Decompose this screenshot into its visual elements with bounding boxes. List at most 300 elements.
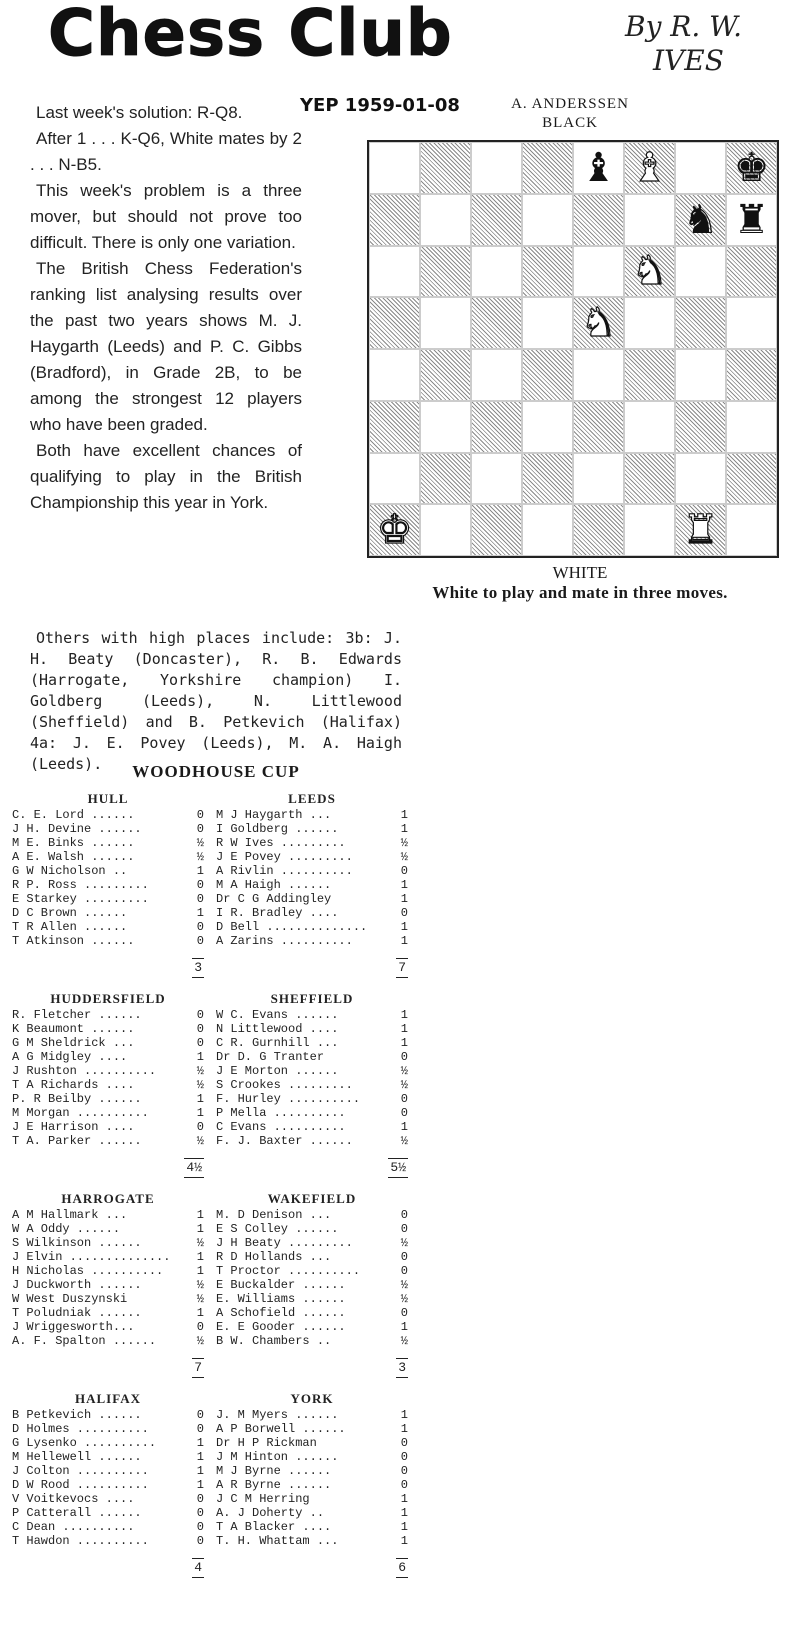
- player-score: 0: [196, 1036, 204, 1050]
- player-score: 0: [196, 1506, 204, 1520]
- home-team: [12, 1392, 204, 1580]
- black-bishop-icon: ♝: [580, 144, 617, 191]
- player-score: 0: [400, 1464, 408, 1478]
- player-score: 0: [400, 1436, 408, 1450]
- square-b4: [420, 349, 471, 401]
- player-row: [12, 920, 204, 934]
- player-name: A E. Walsh ......: [12, 850, 135, 864]
- player-score: ½: [196, 836, 204, 850]
- player-name: J Rushton ..........: [12, 1064, 157, 1078]
- player-name: J H Beaty .........: [216, 1236, 353, 1250]
- team-total-value: 7: [192, 1358, 204, 1378]
- player-row: [12, 1478, 204, 1492]
- player-row: [12, 1050, 204, 1064]
- player-name: Dr D. G Tranter: [216, 1050, 325, 1064]
- square-e3: [573, 401, 624, 453]
- square-c8: [471, 142, 522, 194]
- player-row: [12, 836, 204, 850]
- player-row: [12, 1278, 204, 1292]
- player-score: 0: [196, 1520, 204, 1534]
- player-row: [12, 822, 204, 836]
- player-row: [216, 1408, 408, 1422]
- team-total: [12, 1158, 204, 1180]
- square-f5: [624, 297, 675, 349]
- player-score: 1: [400, 1008, 408, 1022]
- player-score: 1: [196, 1106, 204, 1120]
- player-score: ½: [400, 1078, 408, 1092]
- player-name: E Buckalder ......: [216, 1278, 346, 1292]
- player-score: 0: [196, 1492, 204, 1506]
- square-f2: [624, 453, 675, 505]
- player-score: ½: [196, 1236, 204, 1250]
- square-g4: [675, 349, 726, 401]
- player-name: T A Blacker ....: [216, 1520, 332, 1534]
- player-name: S Wilkinson ......: [12, 1236, 142, 1250]
- player-name: J M Hinton ......: [216, 1450, 339, 1464]
- square-h3: [726, 401, 777, 453]
- article-paragraph: Both have excellent chances of qualifying to play in the British Championship this year in York.: [30, 441, 302, 512]
- square-f8: [624, 142, 675, 194]
- player-name: F. Hurley ..........: [216, 1092, 361, 1106]
- article-paragraph: After 1 . . . K-Q6, White mates by 2 . . . N-B5.: [30, 129, 302, 174]
- player-score: 1: [400, 1520, 408, 1534]
- player-row: [216, 836, 408, 850]
- player-row: [216, 1078, 408, 1092]
- date-stamp: YEP 1959-01-08: [300, 95, 460, 116]
- player-name: J. M Myers ......: [216, 1408, 339, 1422]
- player-name: N Littlewood ....: [216, 1022, 339, 1036]
- square-d8: [522, 142, 573, 194]
- square-h8: [726, 142, 777, 194]
- away-team: [216, 1392, 408, 1580]
- player-name: G M Sheldrick ...: [12, 1036, 135, 1050]
- player-score: 0: [400, 1450, 408, 1464]
- player-row: [216, 822, 408, 836]
- team-name: YORK: [290, 1391, 334, 1406]
- player-score: 0: [196, 1120, 204, 1134]
- player-name: D C Brown ......: [12, 906, 128, 920]
- player-score: 0: [196, 822, 204, 836]
- player-name: F. J. Baxter ......: [216, 1134, 353, 1148]
- player-name: P Mella ..........: [216, 1106, 346, 1120]
- player-score: 0: [400, 1222, 408, 1236]
- player-row: [12, 934, 204, 948]
- square-g3: [675, 401, 726, 453]
- player-name: A R Byrne ......: [216, 1478, 332, 1492]
- player-name: G Lysenko ..........: [12, 1436, 157, 1450]
- page-title: Chess Club: [48, 0, 453, 71]
- player-score: 1: [400, 1036, 408, 1050]
- player-score: 1: [196, 864, 204, 878]
- player-row: [12, 1092, 204, 1106]
- square-h2: [726, 453, 777, 505]
- square-d2: [522, 453, 573, 505]
- team-total: [12, 1358, 204, 1380]
- square-c5: [471, 297, 522, 349]
- player-row: [12, 1222, 204, 1236]
- player-row: [216, 1278, 408, 1292]
- player-score: 1: [400, 1534, 408, 1548]
- player-score: ½: [400, 1334, 408, 1348]
- square-h7: [726, 194, 777, 246]
- team-total: [216, 1558, 408, 1580]
- player-name: J Duckworth ......: [12, 1278, 142, 1292]
- square-a1: [369, 504, 420, 556]
- player-name: M Morgan ..........: [12, 1106, 149, 1120]
- player-row: [216, 1208, 408, 1222]
- player-name: B W. Chambers ..: [216, 1334, 332, 1348]
- player-score: 1: [400, 1408, 408, 1422]
- player-score: 1: [196, 1464, 204, 1478]
- player-row: [12, 1264, 204, 1278]
- player-name: E S Colley ......: [216, 1222, 339, 1236]
- article-column: [30, 100, 302, 516]
- player-row: [12, 1506, 204, 1520]
- chess-board: [367, 140, 779, 558]
- player-name: R W Ives .........: [216, 836, 346, 850]
- square-e4: [573, 349, 624, 401]
- player-name: K Beaumont ......: [12, 1022, 135, 1036]
- square-c3: [471, 401, 522, 453]
- player-name: D Holmes ..........: [12, 1422, 149, 1436]
- player-name: R P. Ross .........: [12, 878, 149, 892]
- article-paragraph: The British Chess Federation's ranking list analysing results over the past two years shows M. J. Haygarth (Leeds) and P. C. Gibbs (Bradford), in Grade 2B, to be among the strongest 12 players who have been graded.: [30, 259, 302, 434]
- player-score: 0: [196, 934, 204, 948]
- square-a5: [369, 297, 420, 349]
- player-score: 1: [196, 1306, 204, 1320]
- player-score: ½: [196, 1078, 204, 1092]
- white-knight-icon: ♞: [580, 300, 617, 347]
- player-name: J H. Devine ......: [12, 822, 142, 836]
- player-score: 0: [400, 1306, 408, 1320]
- player-row: [216, 1250, 408, 1264]
- player-row: [216, 1464, 408, 1478]
- player-name: P. R Beilby ......: [12, 1092, 142, 1106]
- home-team: [12, 992, 204, 1180]
- square-a2: [369, 453, 420, 505]
- player-score: 0: [196, 1422, 204, 1436]
- player-score: 0: [400, 1250, 408, 1264]
- player-row: [12, 1120, 204, 1134]
- player-row: [12, 1134, 204, 1148]
- player-score: 1: [400, 1492, 408, 1506]
- square-c4: [471, 349, 522, 401]
- player-score: 1: [196, 1050, 204, 1064]
- player-name: J Wriggesworth...: [12, 1320, 135, 1334]
- team-total-value: 6: [396, 1558, 408, 1578]
- player-name: C Dean ..........: [12, 1520, 135, 1534]
- byline-line-2: IVES: [653, 44, 724, 77]
- player-row: [12, 864, 204, 878]
- square-b3: [420, 401, 471, 453]
- player-row: [12, 1078, 204, 1092]
- player-row: [216, 1334, 408, 1348]
- player-name: R D Hollands ...: [216, 1250, 332, 1264]
- player-name: T Atkinson ......: [12, 934, 135, 948]
- white-knight-icon: ♞: [631, 248, 668, 295]
- team-name: HULL: [87, 791, 129, 806]
- team-name: SHEFFIELD: [270, 991, 354, 1006]
- player-score: 1: [400, 822, 408, 836]
- player-name: A Zarins ..........: [216, 934, 353, 948]
- player-score: ½: [196, 1134, 204, 1148]
- player-row: [216, 1036, 408, 1050]
- team-name: HARROGATE: [61, 1191, 155, 1206]
- player-score: 1: [400, 1320, 408, 1334]
- player-name: B Petkevich ......: [12, 1408, 142, 1422]
- player-row: [216, 934, 408, 948]
- player-row: [12, 1022, 204, 1036]
- player-name: J E Harrison ....: [12, 1120, 135, 1134]
- square-h5: [726, 297, 777, 349]
- home-team: [12, 1192, 204, 1380]
- player-score: 1: [196, 1478, 204, 1492]
- player-name: H Nicholas ..........: [12, 1264, 164, 1278]
- player-row: [216, 920, 408, 934]
- player-row: [12, 892, 204, 906]
- team-name: HALIFAX: [75, 1391, 141, 1406]
- square-f3: [624, 401, 675, 453]
- player-row: [216, 1520, 408, 1534]
- player-score: 1: [196, 1092, 204, 1106]
- player-score: 0: [196, 878, 204, 892]
- player-name: W West Duszynski: [12, 1292, 128, 1306]
- player-row: [12, 1250, 204, 1264]
- player-score: ½: [400, 850, 408, 864]
- square-b7: [420, 194, 471, 246]
- square-a4: [369, 349, 420, 401]
- player-score: 1: [400, 808, 408, 822]
- player-name: M J Haygarth ...: [216, 808, 332, 822]
- player-row: [216, 892, 408, 906]
- player-row: [216, 864, 408, 878]
- player-name: M A Haigh ......: [216, 878, 332, 892]
- team-total: [12, 958, 204, 980]
- team-total-value: 3: [396, 1358, 408, 1378]
- player-name: A. F. Spalton ......: [12, 1334, 157, 1348]
- article-paragraph-wide: Others with high places include: 3b: J. H. Beaty (Doncaster), R. B. Edwards (Harrogate, Yorkshire champion) I. Goldberg (Leeds), N. Littlewood (Sheffield) and B. Petkevich (Halifax) 4a: J. E. Povey (Leeds), M. A. Haigh (Leeds).: [30, 629, 402, 773]
- player-score: ½: [400, 836, 408, 850]
- square-e1: [573, 504, 624, 556]
- player-score: 0: [196, 1008, 204, 1022]
- player-row: [12, 1306, 204, 1320]
- player-row: [12, 1064, 204, 1078]
- player-row: [12, 1292, 204, 1306]
- square-g1: [675, 504, 726, 556]
- player-row: [12, 1450, 204, 1464]
- player-score: 1: [400, 878, 408, 892]
- player-name: W A Oddy ......: [12, 1222, 121, 1236]
- byline: [625, 10, 795, 78]
- player-score: 0: [196, 1320, 204, 1334]
- square-a7: [369, 194, 420, 246]
- player-score: 1: [196, 1264, 204, 1278]
- player-row: [12, 1534, 204, 1548]
- player-row: [216, 1292, 408, 1306]
- team-name: LEEDS: [288, 791, 336, 806]
- square-c7: [471, 194, 522, 246]
- player-row: [216, 1492, 408, 1506]
- player-score: ½: [400, 1292, 408, 1306]
- player-name: A. J Doherty ..: [216, 1506, 325, 1520]
- player-score: ½: [400, 1278, 408, 1292]
- player-score: 0: [196, 1022, 204, 1036]
- diagram-footer: [360, 563, 800, 603]
- player-name: V Voitkevocs ....: [12, 1492, 135, 1506]
- player-score: ½: [400, 1236, 408, 1250]
- player-score: 1: [196, 1208, 204, 1222]
- team-name: WAKEFIELD: [267, 1191, 357, 1206]
- square-d4: [522, 349, 573, 401]
- player-name: M J Byrne ......: [216, 1464, 332, 1478]
- player-name: S Crookes .........: [216, 1078, 353, 1092]
- white-label: WHITE: [552, 563, 608, 582]
- diagram-header: [370, 95, 770, 133]
- player-score: 0: [400, 1208, 408, 1222]
- player-row: [12, 1320, 204, 1334]
- square-b2: [420, 453, 471, 505]
- square-c6: [471, 246, 522, 298]
- team-total-value: 7: [396, 958, 408, 978]
- player-score: ½: [196, 1334, 204, 1348]
- team-total-value: 5½: [388, 1158, 408, 1178]
- player-name: A Schofield ......: [216, 1306, 346, 1320]
- player-score: 1: [196, 1250, 204, 1264]
- player-score: 0: [400, 1050, 408, 1064]
- player-row: [216, 1422, 408, 1436]
- player-name: M. D Denison ...: [216, 1208, 332, 1222]
- square-f7: [624, 194, 675, 246]
- player-row: [12, 1464, 204, 1478]
- player-score: ½: [400, 1064, 408, 1078]
- player-row: [216, 1050, 408, 1064]
- player-name: Dr C G Addingley: [216, 892, 332, 906]
- player-row: [12, 878, 204, 892]
- player-name: P Catterall ......: [12, 1506, 142, 1520]
- player-row: [12, 1422, 204, 1436]
- team-total: [216, 1358, 408, 1380]
- player-score: 0: [196, 808, 204, 822]
- player-row: [12, 1436, 204, 1450]
- player-row: [216, 1120, 408, 1134]
- player-score: 1: [196, 906, 204, 920]
- player-row: [12, 906, 204, 920]
- square-g5: [675, 297, 726, 349]
- square-g2: [675, 453, 726, 505]
- player-name: T R Allen ......: [12, 920, 128, 934]
- square-g6: [675, 246, 726, 298]
- player-name: I R. Bradley ....: [216, 906, 339, 920]
- away-team: [216, 792, 408, 980]
- player-row: [216, 1008, 408, 1022]
- square-b1: [420, 504, 471, 556]
- player-row: [12, 1106, 204, 1120]
- player-score: ½: [196, 1064, 204, 1078]
- player-name: C R. Gurnhill ...: [216, 1036, 339, 1050]
- player-name: T Proctor ..........: [216, 1264, 361, 1278]
- player-row: [12, 1236, 204, 1250]
- player-name: E Starkey .........: [12, 892, 149, 906]
- player-name: J E Povey .........: [216, 850, 353, 864]
- square-e6: [573, 246, 624, 298]
- player-score: 1: [400, 1422, 408, 1436]
- away-team: [216, 1192, 408, 1380]
- player-name: I Goldberg ......: [216, 822, 339, 836]
- player-name: E. E Gooder ......: [216, 1320, 346, 1334]
- player-score: 0: [400, 1106, 408, 1120]
- composer-name: A. ANDERSSEN: [511, 96, 629, 112]
- player-name: M Hellewell ......: [12, 1450, 142, 1464]
- player-name: T Hawdon ..........: [12, 1534, 149, 1548]
- white-bishop-icon: ♝: [631, 144, 668, 191]
- team-total-value: 4: [192, 1558, 204, 1578]
- home-team: [12, 792, 204, 980]
- player-score: 1: [400, 1506, 408, 1520]
- cup-title: WOODHOUSE CUP: [132, 762, 300, 781]
- player-row: [216, 850, 408, 864]
- square-h6: [726, 246, 777, 298]
- away-team: [216, 992, 408, 1180]
- black-king-icon: ♚: [733, 144, 770, 191]
- player-row: [12, 1520, 204, 1534]
- white-rook-icon: ♜: [682, 507, 719, 554]
- player-score: 0: [400, 906, 408, 920]
- player-row: [216, 1534, 408, 1548]
- player-row: [216, 1306, 408, 1320]
- player-name: R. Fletcher ......: [12, 1008, 142, 1022]
- team-total: [216, 1158, 408, 1180]
- team-total: [216, 958, 408, 980]
- player-name: J Colton ..........: [12, 1464, 149, 1478]
- player-name: T. H. Whattam ...: [216, 1534, 339, 1548]
- square-a8: [369, 142, 420, 194]
- player-score: 0: [196, 1534, 204, 1548]
- player-name: A P Borwell ......: [216, 1422, 346, 1436]
- player-row: [216, 1450, 408, 1464]
- player-score: ½: [196, 1292, 204, 1306]
- player-row: [216, 1222, 408, 1236]
- square-e2: [573, 453, 624, 505]
- square-b6: [420, 246, 471, 298]
- player-score: 1: [400, 920, 408, 934]
- player-name: A M Hallmark ...: [12, 1208, 128, 1222]
- black-label: BLACK: [542, 115, 598, 131]
- byline-line-1: By R. W.: [625, 10, 742, 43]
- player-row: [216, 1506, 408, 1520]
- player-name: J Elvin ..............: [12, 1250, 171, 1264]
- player-score: 0: [400, 864, 408, 878]
- team-total-value: 3: [192, 958, 204, 978]
- player-name: Dr H P Rickman: [216, 1436, 317, 1450]
- player-name: C. E. Lord ......: [12, 808, 135, 822]
- article-paragraph: This week's problem is a three mover, but should not prove too difficult. There is only one variation.: [30, 181, 302, 252]
- square-f1: [624, 504, 675, 556]
- white-king-icon: ♚: [376, 507, 413, 554]
- square-e5: [573, 297, 624, 349]
- square-c2: [471, 453, 522, 505]
- player-name: A G Midgley ....: [12, 1050, 128, 1064]
- player-row: [216, 878, 408, 892]
- player-score: 0: [196, 920, 204, 934]
- player-row: [12, 850, 204, 864]
- player-score: 0: [400, 1092, 408, 1106]
- square-e8: [573, 142, 624, 194]
- player-row: [12, 808, 204, 822]
- player-name: G W Nicholson ..: [12, 864, 128, 878]
- player-row: [216, 1478, 408, 1492]
- square-e7: [573, 194, 624, 246]
- player-row: [216, 1236, 408, 1250]
